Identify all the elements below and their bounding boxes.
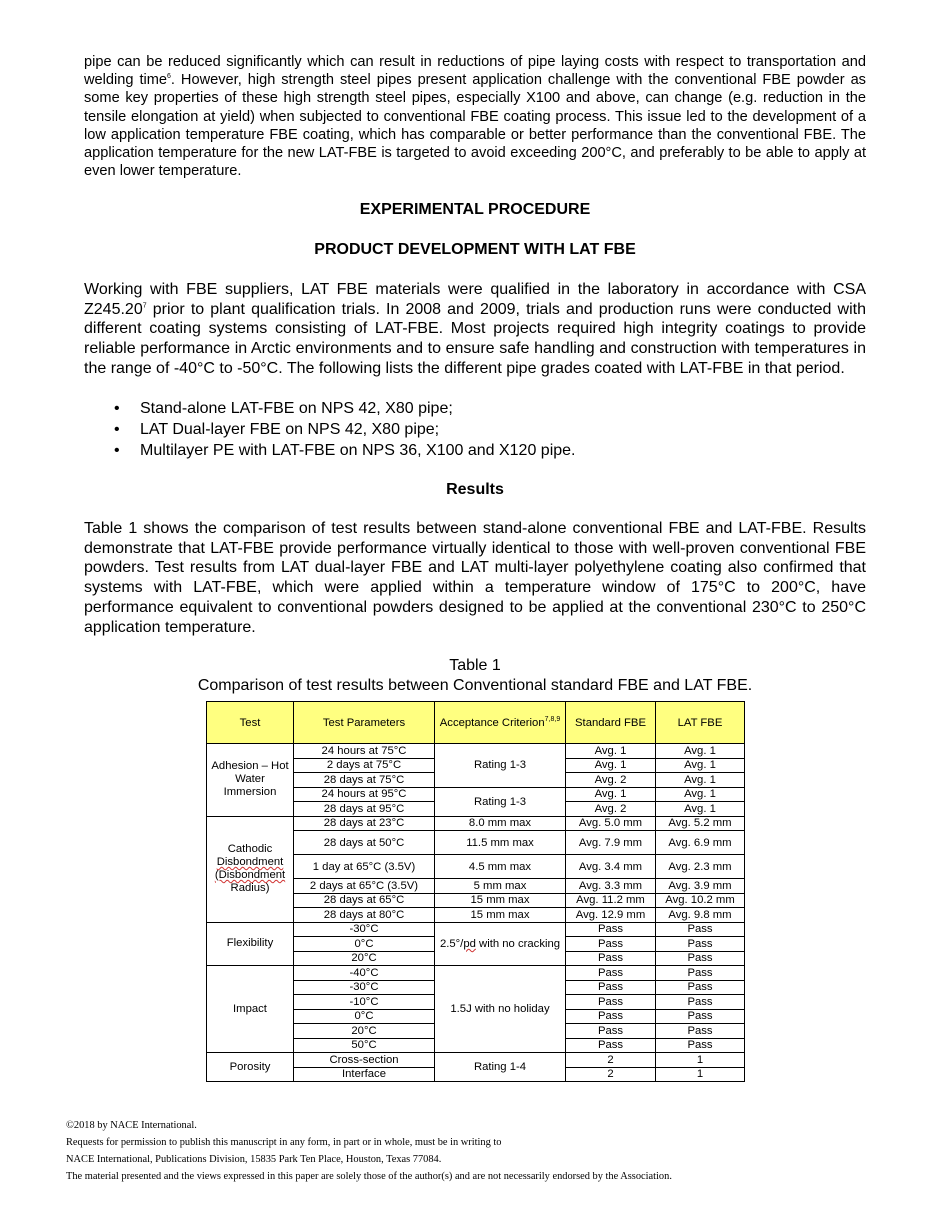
- results-heading: Results: [446, 481, 504, 498]
- group-adhesion: Adhesion – Hot Water Immersion: [207, 744, 294, 817]
- table-row: Impact -40°C 1.5J with no holiday Pass Pass: [207, 966, 745, 981]
- list-item: • LAT Dual-layer FBE on NPS 42, X80 pipe;: [84, 419, 866, 440]
- table-row: 28 days at 65°C 15 mm max Avg. 11.2 mm Avg. 10.2 mm: [207, 893, 745, 908]
- table-header-row: [207, 702, 745, 744]
- criterion-porosity: Rating 1-4: [435, 1053, 566, 1082]
- table-row: 28 days at 75°C Avg. 2 Avg. 1: [207, 773, 745, 788]
- group-impact: Impact: [207, 966, 294, 1053]
- criterion-adhesion-75: Rating 1-3: [435, 744, 566, 788]
- criterion-impact: 1.5J with no holiday: [435, 966, 566, 1053]
- table-label: Table 1: [449, 657, 501, 674]
- list-item: • Multilayer PE with LAT-FBE on NPS 36, X100 and X120 pipe.: [84, 440, 866, 461]
- table-row: Flexibility -30°C 2.5°/pd with no cracking Pass Pass: [207, 922, 745, 937]
- header-parameters: Test Parameters: [294, 702, 435, 744]
- footer-copyright: ©2018 by NACE International.: [66, 1120, 197, 1131]
- group-cathodic-disbondment: Cathodic Disbondment (Disbondment Radius): [207, 816, 294, 922]
- table-row: 24 hours at 95°C Rating 1-3 Avg. 1 Avg. 1: [207, 787, 745, 802]
- table-row: 28 days at 95°C Avg. 2 Avg. 1: [207, 802, 745, 817]
- table-row: 28 days at 50°C 11.5 mm max Avg. 7.9 mm Avg. 6.9 mm: [207, 831, 745, 855]
- table-row: Adhesion – Hot Water Immersion 24 hours at 75°C Rating 1-3 Avg. 1 Avg. 1: [207, 744, 745, 759]
- table-row: Porosity Cross-section Rating 1-4 2 1: [207, 1053, 745, 1068]
- list-item: • Stand-alone LAT-FBE on NPS 42, X80 pipe;: [84, 398, 866, 419]
- table-row: 2 days at 65°C (3.5V) 5 mm max Avg. 3.3 mm Avg. 3.9 mm: [207, 879, 745, 894]
- header-lat-fbe: LAT FBE: [656, 702, 745, 744]
- table-row: 28 days at 80°C 15 mm max Avg. 12.9 mm Avg. 9.8 mm: [207, 908, 745, 923]
- table-row: 0°C Pass Pass: [207, 937, 745, 952]
- header-test: Test: [207, 702, 294, 744]
- table-row: Interface 2 1: [207, 1067, 745, 1082]
- table-caption: Comparison of test results between Conventional standard FBE and LAT FBE.: [197, 677, 753, 694]
- table-row: 0°C Pass Pass: [207, 1009, 745, 1024]
- reference-superscript: 7: [142, 302, 147, 310]
- header-standard-fbe: Standard FBE: [566, 702, 656, 744]
- section-heading: EXPERIMENTAL PROCEDURE: [359, 201, 591, 218]
- footer-permission-text: Requests for permission to publish this manuscript in any form, in part or in whole, must be in writing to: [66, 1137, 502, 1148]
- intro-text-continued: . However, high strength steel pipes present application challenge with the conventional FBE powder as some key properties of these high strength steel pipes, especially X100 and above, can change (e.g. reduction in the tensile elongation at yield) when subjected to conventional FBE coating process. This issue led to the development of a low application temperature FBE coating, which has comparable or better performance than the conventional FBE. The application temperature for the new LAT-FBE is targeted to avoid exceeding 200°C, and preferably to be able to apply at even lower temperature.: [84, 72, 866, 180]
- group-porosity: Porosity: [207, 1053, 294, 1082]
- development-text: Working with FBE suppliers, LAT FBE materials were qualified in the laboratory in accordance with CSA Z245.20: [84, 281, 866, 318]
- reference-superscript: 6: [167, 73, 171, 81]
- table-row: 2 days at 75°C Avg. 1 Avg. 1: [207, 758, 745, 773]
- results-table: [206, 701, 745, 1082]
- development-paragraph: [84, 280, 866, 379]
- subsection-heading: PRODUCT DEVELOPMENT WITH LAT FBE: [314, 241, 636, 258]
- intro-text: pipe can be reduced significantly which can result in reductions of pipe laying costs with respect to transportation and welding time: [84, 54, 866, 89]
- footer-disclaimer: The material presented and the views expressed in this paper are solely those of the author(s) and are not necessarily endorsed by the Association.: [66, 1171, 672, 1182]
- table-row: 50°C Pass Pass: [207, 1038, 745, 1053]
- table-row: -10°C Pass Pass: [207, 995, 745, 1010]
- table-row: 20°C Pass Pass: [207, 1024, 745, 1039]
- development-text-continued: prior to plant qualification trials. In 2008 and 2009, trials and production runs were conducted with different coating systems consisting of LAT-FBE. Most projects required high integrity coatings to provide reliable performance in Arctic environments and to ensure safe handling and construction with temperatures in the range of -40°C to -50°C. The following lists the different pipe grades coated with LAT-FBE in that period.: [84, 300, 866, 377]
- results-paragraph: Table 1 shows the comparison of test results between stand-alone conventional FBE and LAT-FBE. Results demonstrate that LAT-FBE provide performance virtually identical to those with well-proven conventional FBE powders. Test results from LAT dual-layer FBE and LAT multi-layer polyethylene coating also confirmed that systems with LAT-FBE, which were applied within a temperature window of 175°C to 200°C, have performance equivalent to conventional powders designed to be applied at the conventional 230°C to 250°C application temperature.: [84, 520, 866, 636]
- table-row: 20°C Pass Pass: [207, 951, 745, 966]
- group-flexibility: Flexibility: [207, 922, 294, 966]
- pipe-grade-list: [84, 398, 866, 461]
- table-row: -30°C Pass Pass: [207, 980, 745, 995]
- footer-address: NACE International, Publications Division, 15835 Park Ten Place, Houston, Texas 77084.: [66, 1154, 442, 1165]
- header-acceptance-criterion: Acceptance Criterion$^{7,8,9}$: [435, 702, 566, 744]
- criterion-flexibility: 2.5°/pd with no cracking: [435, 922, 566, 966]
- table-row: 1 day at 65°C (3.5V) 4.5 mm max Avg. 3.4 mm Avg. 2.3 mm: [207, 855, 745, 879]
- intro-paragraph: [84, 53, 866, 180]
- table-row: Cathodic Disbondment (Disbondment Radius) 28 days at 23°C 8.0 mm max Avg. 5.0 mm Avg. 5.2 mm: [207, 816, 745, 831]
- criterion-adhesion-95: Rating 1-3: [435, 787, 566, 816]
